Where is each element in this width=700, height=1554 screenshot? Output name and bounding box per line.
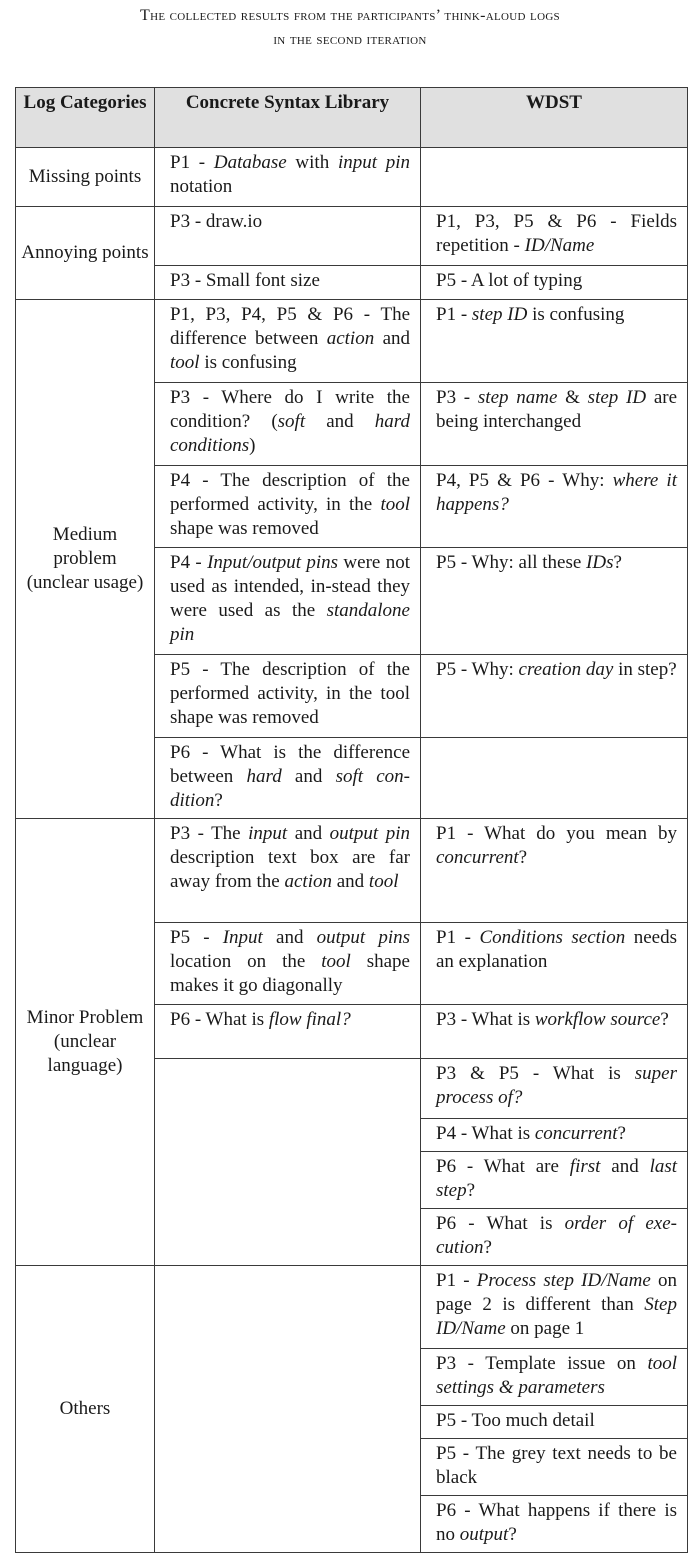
think-aloud-results-table [15,87,688,1553]
table-cell: P3 - Template issue on tool settings & parameters [421,1349,688,1406]
table-cell: P1, P3, P5 & P6 - Fields repetition - ID/Name [421,207,688,266]
table-caption [0,4,700,52]
table-cell: P4, P5 & P6 - Why: where it happens? [421,466,688,548]
table-cell-empty [155,1059,421,1266]
table-row [16,148,688,207]
category-missing-points: Missing points [16,148,155,207]
table-cell: P3 - Where do I write the condition? (soft and hard conditions) [155,383,421,466]
table-row [16,819,688,923]
header-row [16,88,688,148]
table-cell: P3 - Small font size [155,266,421,300]
table-row [16,207,688,266]
table-cell: P3 - What is workflow source? [421,1005,688,1059]
category-annoying-points: Annoying points [16,207,155,300]
caption-line-1: The collected results from the participants’ think-aloud logs [140,7,560,24]
table-cell: P3 - step name & step ID are being interchanged [421,383,688,466]
table-cell: P4 - Input/output pins were not used as intended, in-stead they were used as the standalone pin [155,548,421,655]
table-cell: P5 - The grey text needs to be black [421,1439,688,1496]
category-others: Others [16,1266,155,1553]
table-cell: P1 - What do you mean by concurrent? [421,819,688,923]
category-minor-problem: Minor Problem (unclear language) [16,819,155,1266]
table-cell: P3 - draw.io [155,207,421,266]
table-cell: P1 - Process step ID/Name on page 2 is different than Step ID/Name on page 1 [421,1266,688,1349]
table-cell: P6 - What is the difference between hard and soft con-dition? [155,738,421,819]
table-cell: P5 - Too much detail [421,1406,688,1439]
header-concrete-syntax-library: Concrete Syntax Library [155,88,421,148]
table-cell: P6 - What is order of exe-cution? [421,1209,688,1266]
header-log-categories: Log Categories [16,88,155,148]
table-cell-empty [421,148,688,207]
table-cell: P1 - Database with input pin notation [155,148,421,207]
table-cell-empty [421,738,688,819]
table-cell: P4 - The description of the performed activity, in the tool shape was removed [155,466,421,548]
table-cell: P3 - The input and output pin description text box are far away from the action and tool [155,819,421,923]
table-row [16,1266,688,1349]
table-cell: P5 - The description of the performed activity, in the tool shape was removed [155,655,421,738]
caption-line-2: in the second iteration [273,31,427,48]
table-cell: P5 - Input and output pins location on the tool shape makes it go diagonally [155,923,421,1005]
table-cell: P6 - What are first and last step? [421,1152,688,1209]
table-cell-empty [155,1266,421,1553]
table-cell: P1 - step ID is confusing [421,300,688,383]
table-cell: P1, P3, P4, P5 & P6 - The difference between action and tool is confusing [155,300,421,383]
table-cell: P1 - Conditions section needs an explanation [421,923,688,1005]
table-cell: P6 - What happens if there is no output? [421,1496,688,1553]
table-row [16,300,688,383]
table-cell: P5 - A lot of typing [421,266,688,300]
table-cell: P4 - What is concurrent? [421,1119,688,1152]
category-medium-problem: Medium problem (unclear usage) [16,300,155,819]
table-cell: P3 & P5 - What is super process of? [421,1059,688,1119]
header-wdst: WDST [421,88,688,148]
table-cell: P5 - Why: creation day in step? [421,655,688,738]
table-cell: P5 - Why: all these IDs? [421,548,688,655]
table-cell: P6 - What is flow final? [155,1005,421,1059]
